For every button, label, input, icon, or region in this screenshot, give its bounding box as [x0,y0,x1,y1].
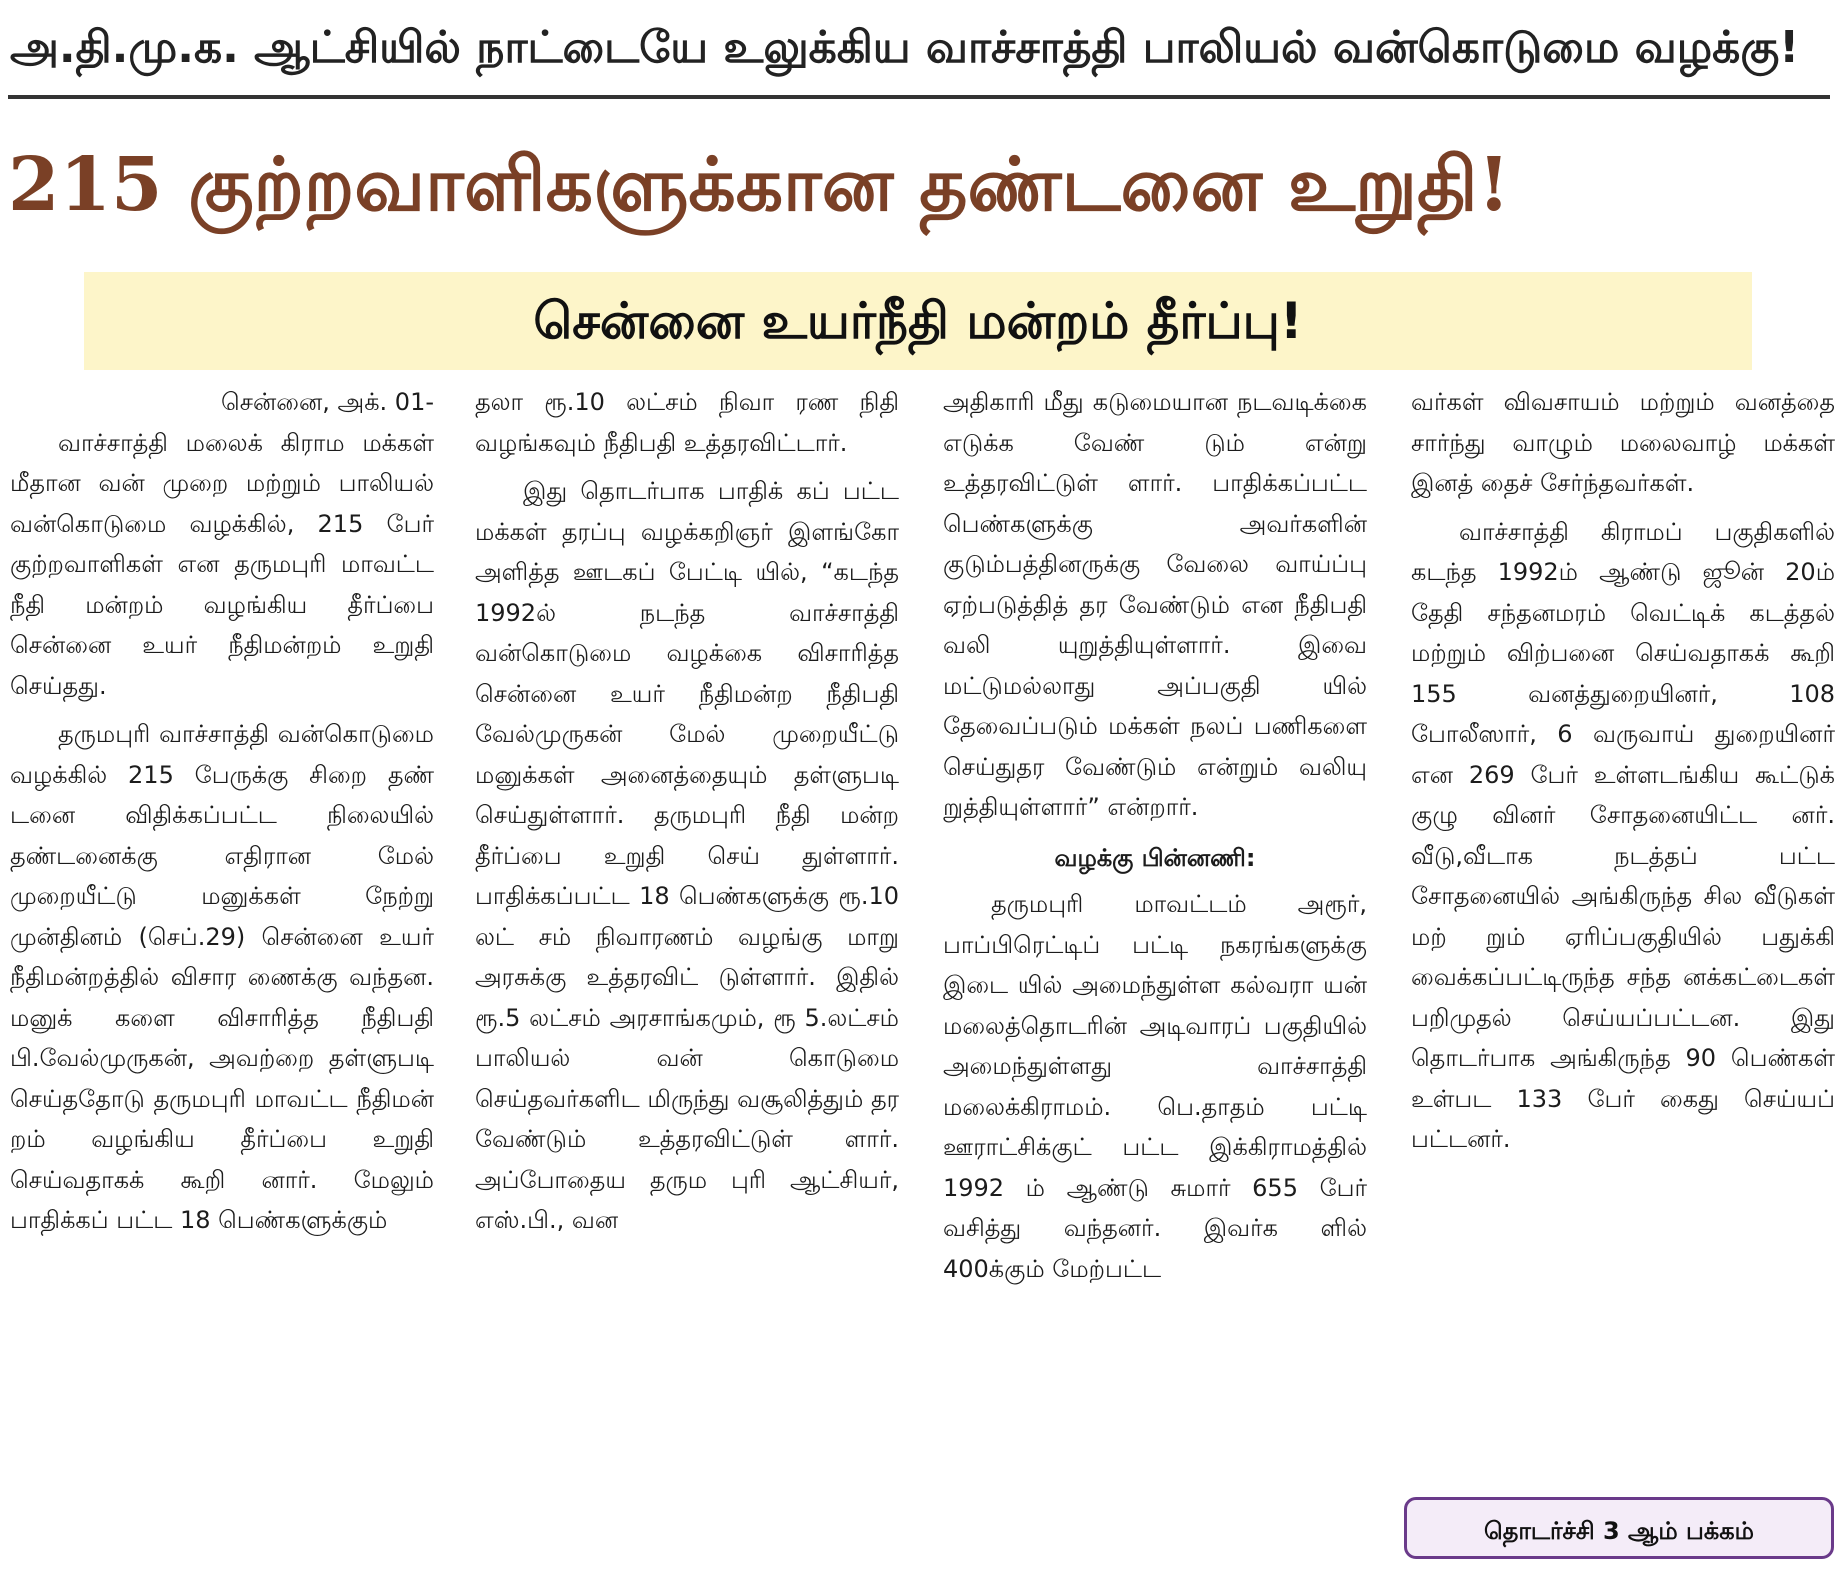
article-column-1 [10,382,434,1572]
article-column-3 [943,382,1367,1572]
paragraph: வாச்சாத்தி கிராமப் பகுதிகளில் கடந்த 1992ம் ஆண்டு ஜூன் 20ம் தேதி சந்தனமரம் வெட்டிக் கடத்தல் மற்றும் விற்பனை செய்வதாகக் கூறி 155 வனத்துறையினர், 108 போலீஸார், 6 வருவாய் துறையினர் என 269 பேர் உள்ளடங்கிய கூட்டுக் குழு வினர் சோதனையிட்ட னர். வீடு,வீடாக நடத்தப் பட்ட சோதனையில் அங்கிருந்த சில வீடுகள் மற் றும் ஏரிப்பகுதியில் பதுக்கி வைக்கப்பட்டிருந்த சந்த னக்கட்டைகள் பறிமுதல் செய்யப்பட்டன. இது தொடர்பாக அங்கிருந்த 90 பெண்கள் உள்பட 133 பேர் கைது செய்யப் பட்டனர். [1411,517,1835,1153]
paragraph: இது தொடர்பாக பாதிக் கப் பட்ட மக்கள் தரப்பு வழக்கறிஞர் இளங்கோ அளித்த ஊடகப் பேட்டி யில், “கடந்த 1992ல் நடந்த வாச்சாத்தி வன்கொடுமை வழக்கை விசாரித்த சென்னை உயர் நீதிமன்ற நீதிபதி வேல்முருகன் மேல் முறையீட்டு மனுக்கள் அனைத்தையும் தள்ளுபடி செய்துள்ளார். தருமபுரி நீதி மன்ற தீர்ப்பை உறுதி செய் துள்ளார். பாதிக்கப்பட்ட 18 பெண்களுக்கு ரூ.10 லட் சம் நிவாரணம் வழங்கு மாறு அரசுக்கு உத்தரவிட் டுள்ளார். இதில் ரூ.5 லட்சம் அரசாங்கமும், ரூ 5.லட்சம் பாலியல் வன் கொடுமை செய்தவர்களிட மிருந்து வசூலித்தும் தர வேண்டும் உத்தரவிட்டுள் ளார். அப்போதைய தரும புரி ஆட்சியர், எஸ்.பி., வன [475,477,899,1234]
paragraph: அதிகாரி மீது கடுமையான நடவடிக்கை எடுக்க வேண் டும் என்று உத்தரவிட்டுள் ளார். பாதிக்கப்பட்ட பெண்களுக்கு அவர்களின் குடும்பத்தினருக்கு வேலை வாய்ப்பு ஏற்படுத்தித் தர வேண்டும் என நீதிபதி வலி யுறுத்தியுள்ளார். இவை மட்டுமல்லாது அப்பகுதி யில் தேவைப்படும் மக்கள் நலப் பணிகளை செய்துதர வேண்டும் என்றும் வலியு றுத்தியுள்ளார்” என்றார். [943,388,1367,821]
paragraph: வர்கள் விவசாயம் மற்றும் வனத்தை சார்ந்து வாழும் மலைவாழ் மக்கள் இனத் தைச் சேர்ந்தவர்கள். [1411,388,1835,497]
dateline: சென்னை, அக். 01- [221,388,434,416]
header-divider [8,95,1830,99]
paragraph: தருமபுரி மாவட்டம் அரூர், பாப்பிரெட்டிப் பட்டி நகரங்களுக்கு இடை யில் அமைந்துள்ள கல்வரா யன் மலைத்தொடரின் அடிவாரப் பகுதியில் அமைந்துள்ளது வாச்சாத்தி மலைக்கிராமம். பெ.தாதம் பட்டி ஊராட்சிக்குட் பட்ட இக்கிராமத்தில் 1992 ம் ஆண்டு சுமார் 655 பேர் வசித்து வந்தனர். இவர்க ளில் 400க்கும் மேற்பட்ட [943,890,1367,1283]
paragraph: தருமபுரி வாச்சாத்தி வன்கொடுமை வழக்கில் 215 பேருக்கு சிறை தண் டனை விதிக்கப்பட்ட நிலையில் தண்டனைக்கு எதிரான மேல் முறையீட்டு மனுக்கள் நேற்று முன்தினம் (செப்.29) சென்னை உயர் நீதிமன்றத்தில் விசார ணைக்கு வந்தன. மனுக் களை விசாரித்த நீதிபதி பி.வேல்முருகன், அவற்றை தள்ளுபடி செய்ததோடு தருமபுரி மாவட்ட நீதிமன் றம் வழங்கிய தீர்ப்பை உறுதி செய்வதாகக் கூறி னார். மேலும் பாதிக்கப் பட்ட 18 பெண்களுக்கும் [10,720,434,1234]
article-column-4 [1411,382,1835,1462]
continuation-badge: தொடர்ச்சி 3 ஆம் பக்கம் [1404,1497,1834,1559]
main-headline: 215 குற்றவாளிகளுக்கான தண்டனை உறுதி! [8,142,1511,228]
kicker-headline: அ.தி.மு.க. ஆட்சியில் நாட்டையே உலுக்கிய வாச்சாத்தி பாலியல் வன்கொடுமை வழக்கு! [10,22,1800,73]
article-column-2 [475,382,899,1572]
paragraph: தலா ரூ.10 லட்சம் நிவா ரண நிதி வழங்கவும் நீதிபதி உத்தரவிட்டார். [475,388,899,457]
paragraph: வாச்சாத்தி மலைக் கிராம மக்கள் மீதான வன் முறை மற்றும் பாலியல் வன்கொடுமை வழக்கில், 215 பேர் குற்றவாளிகள் என தருமபுரி மாவட்ட நீதி மன்றம் வழங்கிய தீர்ப்பை சென்னை உயர் நீதிமன்றம் உறுதி செய்தது. [10,428,434,700]
subheadline: சென்னை உயர்நீதி மன்றம் தீர்ப்பு! [533,292,1303,350]
section-heading: வழக்கு பின்னணி: [1054,843,1256,872]
